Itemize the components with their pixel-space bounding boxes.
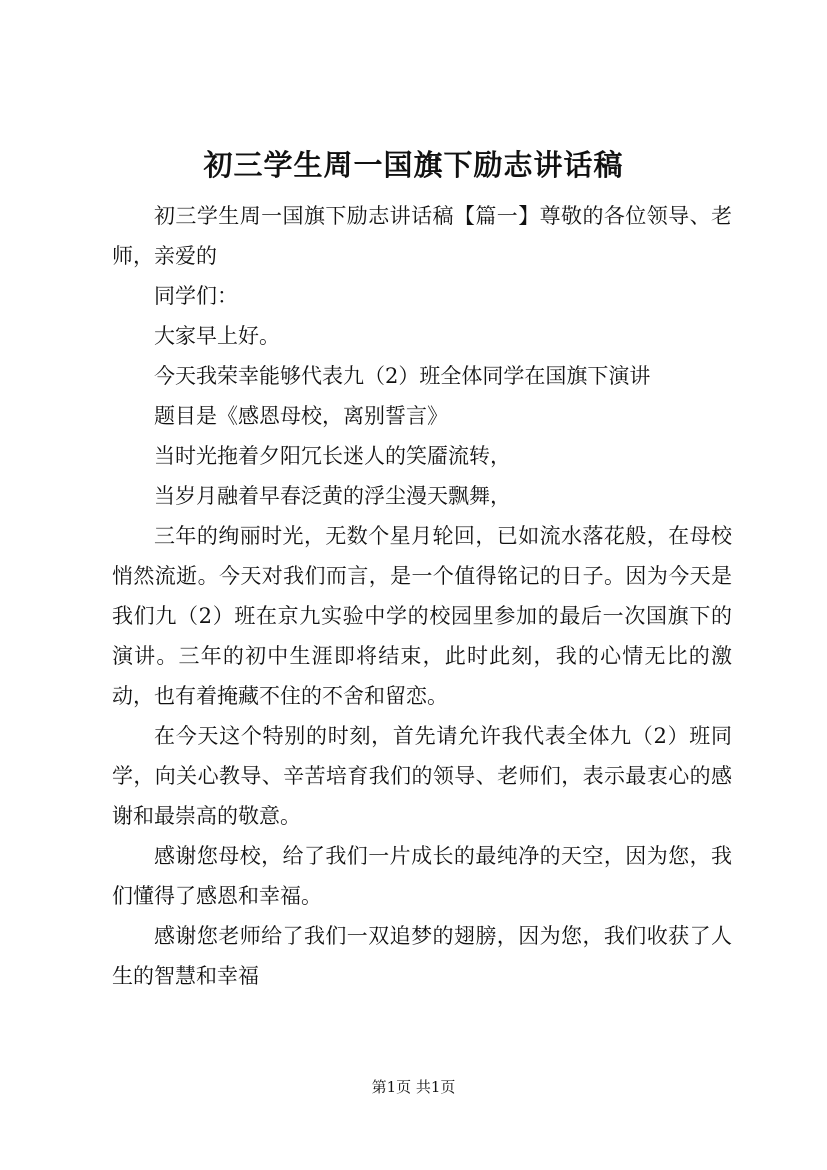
page-footer: 第1页 共1页 [371, 1078, 456, 1096]
paragraph: 三年的绚丽时光，无数个星月轮回，已如流水落花般，在母校悄然流逝。今天对我们而言，是一个值得铭记的日子。因为今天是我们九（2）班在京九实验中学的校园里参加的最后一次国旗下的演讲。三年的初中生涯即将结束，此时此刻，我的心情无比的激动，也有着掩藏不住的不舍和留恋。 [112, 524, 732, 708]
paragraph: 当岁月融着早春泛黄的浮尘漫天飘舞， [154, 484, 511, 508]
paragraph: 同学们： [154, 284, 238, 308]
paragraph: 初三学生周一国旗下励志讲话稿【篇一】尊敬的各位领导、老师，亲爱的 [112, 204, 732, 268]
paragraph: 题目是《感恩母校，离别誓言》 [154, 404, 448, 428]
paragraph: 今天我荣幸能够代表九（2）班全体同学在国旗下演讲 [154, 364, 651, 388]
paragraph: 感谢您母校，给了我们一片成长的最纯净的天空，因为您，我们懂得了感恩和幸福。 [112, 844, 732, 908]
paragraph: 感谢您老师给了我们一双追梦的翅膀，因为您，我们收获了人生的智慧和幸福 [112, 924, 732, 988]
document-body [112, 196, 732, 996]
document-title: 初三学生周一国旗下励志讲话稿 [203, 148, 624, 182]
paragraph: 当时光拖着夕阳冗长迷人的笑靥流转， [154, 444, 511, 468]
paragraph: 在今天这个特别的时刻，首先请允许我代表全体九（2）班同学，向关心教导、辛苦培育我们的领导、老师们，表示最衷心的感谢和最崇高的敬意。 [112, 724, 732, 828]
paragraph: 大家早上好。 [154, 324, 280, 348]
